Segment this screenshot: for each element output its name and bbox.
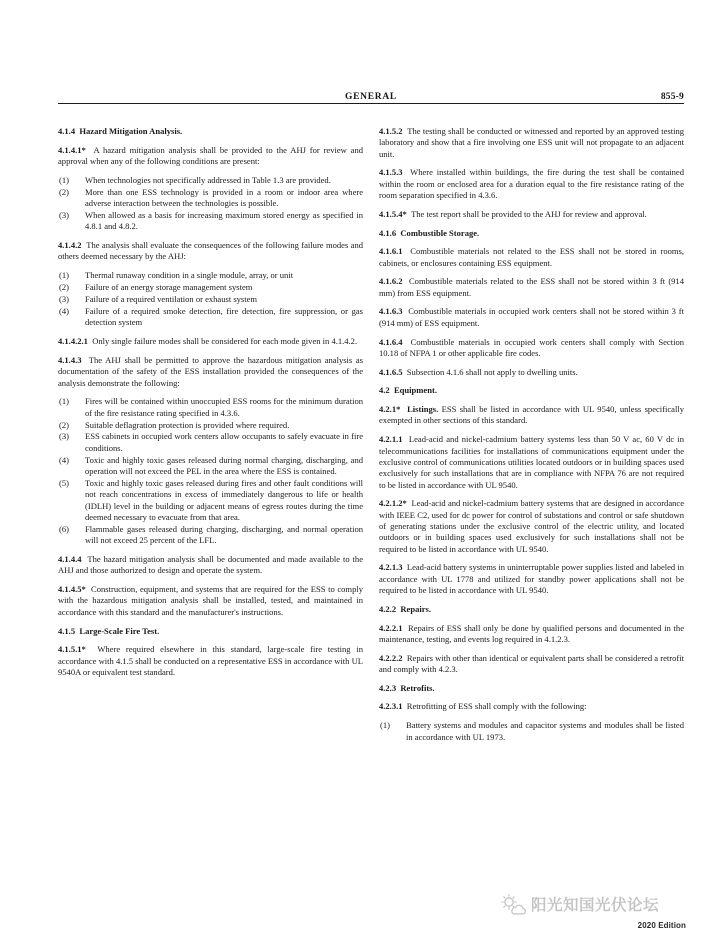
list-item-marker: (2) bbox=[59, 282, 69, 293]
running-head-title: GENERAL bbox=[345, 92, 397, 102]
list-item-text: When allowed as a basis for increasing maximum stored energy as specified in 4.8.1 and 4.8.2. bbox=[85, 210, 363, 232]
section-text: Combustible materials in occupied work centers shall comply with Section 10.18 of NFPA 1 or other applicable fire codes. bbox=[379, 336, 684, 358]
section-number: 4.1.4.2.1 bbox=[58, 336, 88, 347]
section-paragraph bbox=[379, 404, 684, 427]
section-number: 4.1.4 bbox=[58, 126, 76, 136]
section-paragraph bbox=[58, 644, 363, 678]
list-item bbox=[58, 455, 363, 478]
list-item bbox=[58, 478, 363, 523]
section-text: The analysis shall evaluate the consequences of the following failure modes and others deemed necessary by the AHJ: bbox=[58, 240, 363, 262]
list-item bbox=[58, 270, 363, 281]
list-item-text: Thermal runaway condition in a single module, array, or unit bbox=[85, 270, 294, 281]
list-item-text: Toxic and highly toxic gases released during normal charging, discharging, and operation will not exceed the PEL in the area where the ESS is contained. bbox=[85, 454, 363, 477]
header-divider bbox=[58, 103, 684, 104]
section-text: ESS shall be listed in accordance with UL 9540, unless specifically exempted in other sections of this standard. bbox=[379, 404, 685, 426]
section-number: 4.2 bbox=[379, 385, 390, 396]
section-text: Repairs with other than identical or equivalent parts shall be considered a retrofit and comply with 4.2.3. bbox=[379, 652, 684, 674]
section-text: Retrofits. bbox=[400, 682, 435, 693]
section-number: 4.2.3.1 bbox=[379, 701, 403, 712]
list-item-text: Toxic and highly toxic gases released during fires and other fault conditions will not reach concentrations in excess of immediately dangerous to life or health (IDLH) level in the building or adjacent means of egress routes during the time deemed necessary to evacuate from that area. bbox=[85, 478, 363, 523]
numbered-list bbox=[379, 720, 684, 743]
section-heading bbox=[58, 626, 363, 637]
section-text: Lead-acid and nickel-cadmium battery systems that are designed in accordance with IEEE C2, used for dc power for control of substations and control or safe shutdown of generating stations under the exclusive control of the electric utility, and located outdoors or in building spaces used exclusively for such installations shall not be required to be listed in accordance with UL 9540. bbox=[379, 498, 684, 554]
section-number: 4.1.5.2 bbox=[379, 126, 403, 136]
section-paragraph bbox=[379, 167, 684, 201]
left-column bbox=[58, 126, 363, 896]
list-item-marker: (4) bbox=[59, 454, 69, 465]
section-text: Large-Scale Fire Test. bbox=[79, 625, 160, 636]
section-paragraph bbox=[58, 355, 363, 389]
section-paragraph bbox=[379, 434, 684, 491]
section-text: Combustible materials not related to the ESS shall not be stored in rooms, cabinets, or enclosures containing ESS equipment. bbox=[379, 246, 684, 268]
section-number: 4.2.1.3 bbox=[379, 562, 403, 573]
section-text: Repairs. bbox=[400, 603, 431, 614]
list-item-text: Failure of a required ventilation or exhaust system bbox=[85, 294, 258, 305]
section-number: 4.2.2.2 bbox=[379, 652, 403, 663]
section-heading bbox=[379, 683, 684, 694]
section-paragraph bbox=[379, 498, 684, 555]
section-number: 4.2.1.2* bbox=[379, 498, 407, 509]
section-number: 4.2.1.1 bbox=[379, 434, 403, 445]
list-item bbox=[58, 431, 363, 454]
section-text: Repairs of ESS shall only be done by qualified persons and documented in the maintenance, testing, and events log required in 4.1.2.3. bbox=[379, 622, 684, 644]
list-item-marker: (3) bbox=[59, 210, 69, 221]
section-text: Subsection 4.1.6 shall not apply to dwelling units. bbox=[406, 366, 578, 377]
section-paragraph bbox=[379, 623, 684, 646]
section-text: Construction, equipment, and systems that are required for the ESS to comply with the hazardous mitigation analysis shall be installed, tested, and maintained in accordance with this standard and the manufacturer's instructions. bbox=[58, 584, 363, 617]
list-item bbox=[58, 306, 363, 329]
edition-label: 2020 Edition bbox=[637, 921, 686, 930]
list-item bbox=[58, 175, 363, 186]
section-number: 4.2.2 bbox=[379, 603, 397, 614]
list-item-marker: (3) bbox=[59, 431, 69, 442]
list-item-text: More than one ESS technology is provided in a room or indoor area where adverse interaction between the technologies is possible. bbox=[85, 186, 363, 209]
section-number: 4.2.1* bbox=[379, 404, 401, 415]
running-head bbox=[58, 84, 684, 102]
section-paragraph bbox=[379, 306, 684, 329]
section-text: Lead-acid battery systems in uninterruptable power supplies listed and labeled in accordance with UL 1778 and utilized for standby power applications shall not be required to be listed in accordance with UL 9540. bbox=[379, 562, 684, 596]
page-number: 855-9 bbox=[660, 92, 684, 102]
list-item-marker: (6) bbox=[59, 523, 69, 534]
list-item-marker: (1) bbox=[380, 720, 390, 731]
section-number: 4.1.4.3 bbox=[58, 354, 82, 365]
section-number: 4.1.6.5 bbox=[379, 366, 403, 377]
list-item-marker: (3) bbox=[59, 294, 69, 305]
section-number: 4.1.5.3 bbox=[379, 167, 403, 178]
section-text: Combustible materials in occupied work centers shall not be stored within 3 ft (914 mm) of ESS equipment. bbox=[379, 306, 684, 328]
list-item-text: Battery systems and modules and capacitor systems and modules shall be listed in accordance with UL 1973. bbox=[406, 720, 684, 742]
section-paragraph bbox=[379, 701, 684, 712]
section-heading bbox=[379, 604, 684, 615]
section-text: Retrofitting of ESS shall comply with the following: bbox=[406, 701, 587, 712]
section-run-in-title: Listings. bbox=[407, 404, 439, 415]
section-text: Hazard Mitigation Analysis. bbox=[79, 126, 183, 136]
section-number: 4.2.3 bbox=[379, 682, 397, 693]
section-number: 4.1.4.2 bbox=[58, 240, 82, 251]
watermark-text: 阳光知国光伏论坛 bbox=[531, 896, 660, 914]
section-text: Where installed within buildings, the fire during the test shall be contained within the room or enclosed area for a duration equal to the fire resistance rating of the room separation specified in 4.3.6. bbox=[379, 167, 684, 201]
list-item-text: Flammable gases released during charging, discharging, and normal operation will not exceed 25 percent of the LFL. bbox=[85, 523, 363, 546]
list-item bbox=[379, 720, 684, 743]
section-paragraph bbox=[379, 653, 684, 676]
body-columns bbox=[58, 126, 684, 896]
list-item bbox=[58, 420, 363, 431]
list-item bbox=[58, 294, 363, 305]
section-heading bbox=[58, 126, 363, 137]
list-item-marker: (4) bbox=[59, 306, 69, 316]
list-item-marker: (1) bbox=[59, 396, 69, 407]
section-paragraph bbox=[379, 367, 684, 378]
section-paragraph bbox=[58, 554, 363, 577]
numbered-list bbox=[58, 396, 363, 546]
section-text: The AHJ shall be permitted to approve the hazardous mitigation analysis as documentation of the safety of the ESS installation provided the consequences of the analysis demonstrate the following: bbox=[58, 354, 363, 388]
section-paragraph bbox=[379, 126, 684, 160]
list-item bbox=[58, 524, 363, 547]
section-number: 4.1.4.1* bbox=[58, 144, 86, 155]
section-text: A hazard mitigation analysis shall be provided to the AHJ for review and approval when any of the following conditions are present: bbox=[58, 144, 363, 167]
section-paragraph bbox=[58, 584, 363, 618]
section-text: The hazard mitigation analysis shall be documented and made available to the AHJ and those authorized to design and operate the system. bbox=[58, 554, 363, 576]
numbered-list bbox=[58, 175, 363, 233]
list-item-marker: (2) bbox=[59, 186, 69, 197]
section-number: 4.1.5.1* bbox=[58, 644, 86, 655]
section-number: 4.1.6.3 bbox=[379, 306, 403, 317]
section-number: 4.2.2.1 bbox=[379, 622, 403, 633]
section-paragraph bbox=[58, 336, 363, 347]
list-item-text: ESS cabinets in occupied work centers allow occupants to safely evacuate in fire conditions. bbox=[85, 431, 363, 453]
section-paragraph bbox=[58, 240, 363, 263]
section-heading bbox=[379, 228, 684, 239]
section-text: The testing shall be conducted or witnessed and reported by an approved testing laboratory and show that a fire involving one ESS unit will not propagate to an adjacent unit. bbox=[379, 126, 684, 159]
section-heading bbox=[379, 385, 684, 396]
section-text: Combustible Storage. bbox=[400, 227, 480, 238]
section-text: Combustible materials related to the ESS shall not be stored within 3 ft (914 mm) from ESS equipment. bbox=[379, 276, 684, 298]
section-paragraph bbox=[379, 209, 684, 220]
list-item-text: When technologies not specifically addressed in Table 1.3 are provided. bbox=[85, 174, 331, 185]
list-item-text: Failure of a required smoke detection, fire detection, fire suppression, or gas detection system bbox=[85, 306, 363, 328]
list-item-marker: (1) bbox=[59, 270, 69, 281]
section-text: Equipment. bbox=[393, 385, 437, 396]
section-text: Lead-acid and nickel-cadmium battery systems less than 50 V ac, 60 V dc in telecommunications facilities for installations of communications equipment under the exclusive control of communications utilities located outdoors or in building spaces used exclusively for such installations that are in compliance with NFPA 76 are not required to be listed in accordance with UL 9540. bbox=[379, 434, 685, 490]
section-number: 4.1.5 bbox=[58, 625, 76, 636]
section-paragraph bbox=[379, 337, 684, 360]
list-item-marker: (1) bbox=[59, 174, 69, 185]
section-number: 4.1.6.2 bbox=[379, 276, 403, 287]
section-text: The test report shall be provided to the AHJ for review and approval. bbox=[411, 208, 647, 219]
section-number: 4.1.6.1 bbox=[379, 246, 403, 257]
section-number: 4.1.4.5* bbox=[58, 584, 86, 595]
list-item-marker: (2) bbox=[59, 419, 69, 430]
list-item bbox=[58, 210, 363, 233]
section-paragraph bbox=[379, 562, 684, 596]
list-item bbox=[58, 282, 363, 293]
section-text: Where required elsewhere in this standard, large-scale fire testing in accordance with 4.1.5 shall be conducted on a representative ESS in accordance with UL 9540A or equivalent test standard. bbox=[58, 644, 363, 677]
list-item-text: Failure of an energy storage management system bbox=[85, 282, 253, 293]
section-paragraph bbox=[58, 145, 363, 168]
section-number: 4.1.4.4 bbox=[58, 554, 82, 565]
right-column bbox=[379, 126, 684, 896]
section-paragraph bbox=[379, 246, 684, 269]
list-item-text: Fires will be contained within unoccupied ESS rooms for the minimum duration of the fire resistance rating specified in 4.3.6. bbox=[85, 396, 363, 418]
list-item bbox=[58, 187, 363, 210]
sun-cloud-icon bbox=[500, 893, 526, 915]
section-number: 4.1.6 bbox=[379, 227, 397, 238]
list-item bbox=[58, 396, 363, 419]
list-item-marker: (5) bbox=[59, 478, 69, 489]
section-number: 4.1.5.4* bbox=[379, 208, 407, 219]
section-paragraph bbox=[379, 276, 684, 299]
list-item-text: Suitable deflagration protection is provided where required. bbox=[85, 419, 290, 430]
section-number: 4.1.6.4 bbox=[379, 336, 403, 347]
numbered-list bbox=[58, 270, 363, 329]
section-text: Only single failure modes shall be considered for each mode given in 4.1.4.2. bbox=[92, 336, 358, 347]
